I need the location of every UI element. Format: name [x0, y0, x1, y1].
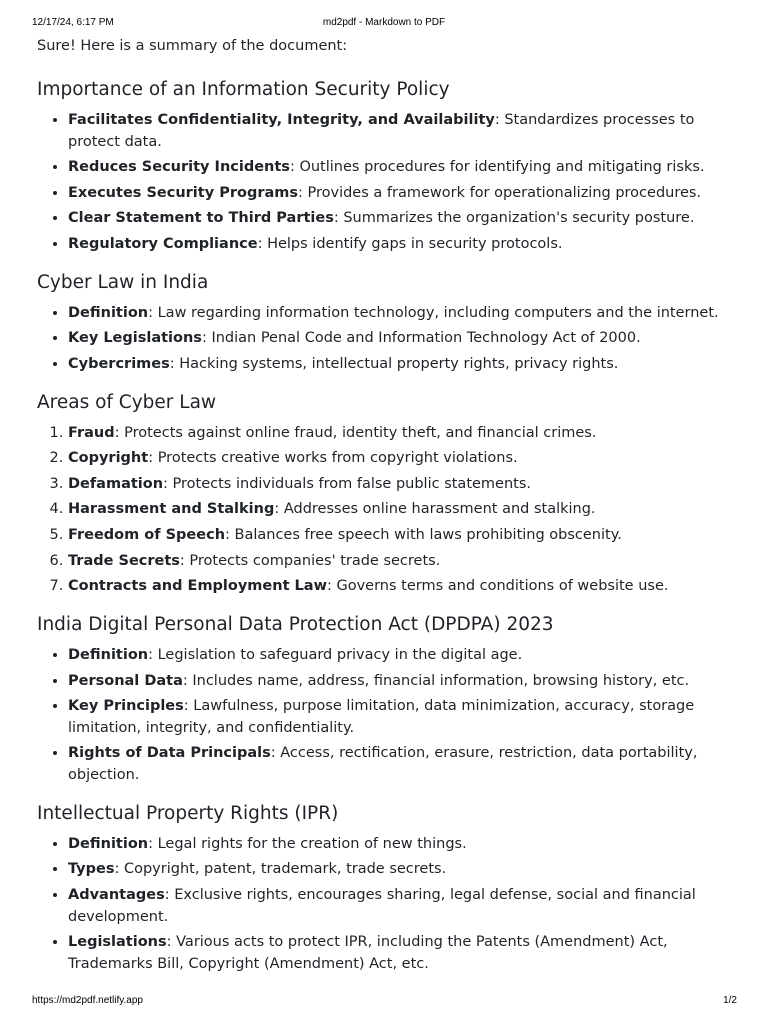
- list-item-text: : Law regarding information technology, including computers and the internet.: [148, 304, 719, 321]
- list-item-term: Cybercrimes: [68, 355, 170, 372]
- list-item-text: : Hacking systems, intellectual property rights, privacy rights.: [169, 355, 619, 372]
- section-heading: Cyber Law in India: [37, 271, 209, 293]
- list-item-term: Key Legislations: [68, 330, 202, 347]
- document-body: [37, 36, 737, 976]
- list-item-term: Key Principles: [68, 698, 184, 715]
- list-item-term: Rights of Data Principals: [68, 745, 271, 762]
- section-heading: India Digital Personal Data Protection Act (DPDPA) 2023: [37, 613, 554, 635]
- list-item: [68, 328, 737, 350]
- list-item-text: : Legal rights for the creation of new things.: [148, 835, 467, 852]
- list-item: [68, 303, 737, 325]
- list-item-text: : Lawfulness, purpose limitation, data minimization, accuracy, storage limitation, integrity, and confidentiality.: [68, 698, 695, 736]
- list-item-text: : Protects against online fraud, identity theft, and financial crimes.: [114, 424, 597, 441]
- list-item-term: Freedom of Speech: [68, 527, 226, 544]
- bullet-list: [37, 834, 737, 976]
- list-item: [68, 576, 737, 598]
- list-item-term: Regulatory Compliance: [68, 236, 258, 253]
- print-page-title: md2pdf - Markdown to PDF: [322, 17, 446, 28]
- list-item-term: Contracts and Employment Law: [68, 578, 327, 595]
- list-item-term: Definition: [68, 646, 149, 663]
- list-item-term: Reduces Security Incidents: [68, 159, 290, 176]
- section-cyber-law-in-india: [37, 270, 737, 376]
- list-item-term: Clear Statement to Third Parties: [68, 210, 334, 227]
- bullet-list: [37, 303, 737, 376]
- bullet-list: [37, 645, 737, 787]
- list-item-text: : Legislation to safeguard privacy in the digital age.: [148, 646, 523, 663]
- list-item-text: : Addresses online harassment and stalking.: [274, 501, 596, 518]
- list-item: [68, 499, 737, 521]
- list-item-text: : Outlines procedures for identifying and mitigating risks.: [289, 159, 705, 176]
- list-item-term: Legislations: [68, 934, 167, 951]
- list-item-text: : Balances free speech with laws prohibiting obscenity.: [225, 527, 622, 544]
- list-item-text: : Indian Penal Code and Information Technology Act of 2000.: [201, 330, 641, 347]
- list-item-term: Advantages: [68, 887, 165, 904]
- list-item: [68, 157, 737, 179]
- list-item-term: Trade Secrets: [68, 552, 180, 569]
- print-datetime: 12/17/24, 6:17 PM: [32, 17, 114, 28]
- list-item-term: Personal Data: [68, 672, 183, 689]
- list-item-term: Fraud: [68, 424, 115, 441]
- section-areas-of-cyber-law: [37, 390, 737, 598]
- list-item: [68, 448, 737, 470]
- list-item: [68, 423, 737, 445]
- intro-text: Sure! Here is a summary of the document:: [37, 38, 348, 54]
- list-item: [68, 474, 737, 496]
- list-item: [68, 551, 737, 573]
- list-item-text: : Governs terms and conditions of website use.: [326, 578, 669, 595]
- list-item-text: : Provides a framework for operationalizing procedures.: [298, 184, 702, 201]
- section-heading: Intellectual Property Rights (IPR): [37, 802, 339, 824]
- list-item: [68, 859, 737, 881]
- list-item: [68, 208, 737, 230]
- list-item: [68, 696, 737, 739]
- list-item: [68, 183, 737, 205]
- list-item: [68, 743, 737, 786]
- print-page-number: 1/2: [723, 995, 737, 1006]
- list-item-term: Facilitates Confidentiality, Integrity, and Availability: [68, 112, 495, 128]
- list-item-text: : Access, rectification, erasure, restriction, data portability, objection.: [68, 745, 698, 784]
- list-item-term: Definition: [68, 304, 149, 321]
- print-header: [0, 17, 768, 31]
- list-item: [68, 354, 737, 376]
- list-item-term: Harassment and Stalking: [68, 501, 275, 518]
- list-item-text: : Exclusive rights, encourages sharing, legal defense, social and financial development.: [68, 887, 696, 925]
- numbered-list: [37, 423, 737, 598]
- list-item-text: : Includes name, address, financial information, browsing history, etc.: [182, 672, 690, 689]
- list-item-text: : Various acts to protect IPR, including the Patents (Amendment) Act, Trademarks Bill, Copyright (Amendment) Act, etc.: [68, 934, 668, 973]
- list-item-text: : Copyright, patent, trademark, trade secrets.: [114, 861, 447, 878]
- list-item: [68, 834, 737, 856]
- list-item: [68, 525, 737, 547]
- list-item-text: : Summarizes the organization's security posture.: [333, 210, 695, 227]
- section-heading: Importance of an Information Security Policy: [37, 79, 450, 100]
- section-dpdpa-2023: [37, 612, 737, 787]
- list-item-text: : Protects companies' trade secrets.: [179, 552, 441, 569]
- list-item: [68, 885, 737, 928]
- list-item: [68, 645, 737, 667]
- list-item-text: : Protects individuals from false public statements.: [163, 475, 532, 492]
- list-item-term: Defamation: [68, 475, 164, 492]
- print-url: https://md2pdf.netlify.app: [32, 995, 143, 1006]
- list-item-text: : Standardizes processes to protect data.: [68, 112, 695, 150]
- list-item-text: : Helps identify gaps in security protocols.: [257, 236, 563, 253]
- section-intellectual-property-rights: [37, 801, 737, 976]
- print-footer: [0, 995, 768, 1009]
- list-item: [68, 110, 737, 153]
- list-item: [68, 234, 737, 256]
- section-heading: Areas of Cyber Law: [37, 391, 217, 413]
- list-item-term: Executes Security Programs: [68, 184, 298, 201]
- list-item-term: Copyright: [68, 450, 149, 467]
- list-item-text: : Protects creative works from copyright violations.: [148, 450, 518, 467]
- list-item-term: Definition: [68, 835, 149, 852]
- list-item: [68, 671, 737, 693]
- section-importance-of-security-policy: [37, 77, 737, 256]
- list-item-term: Types: [68, 861, 115, 878]
- bullet-list: [37, 110, 737, 256]
- list-item: [68, 932, 737, 975]
